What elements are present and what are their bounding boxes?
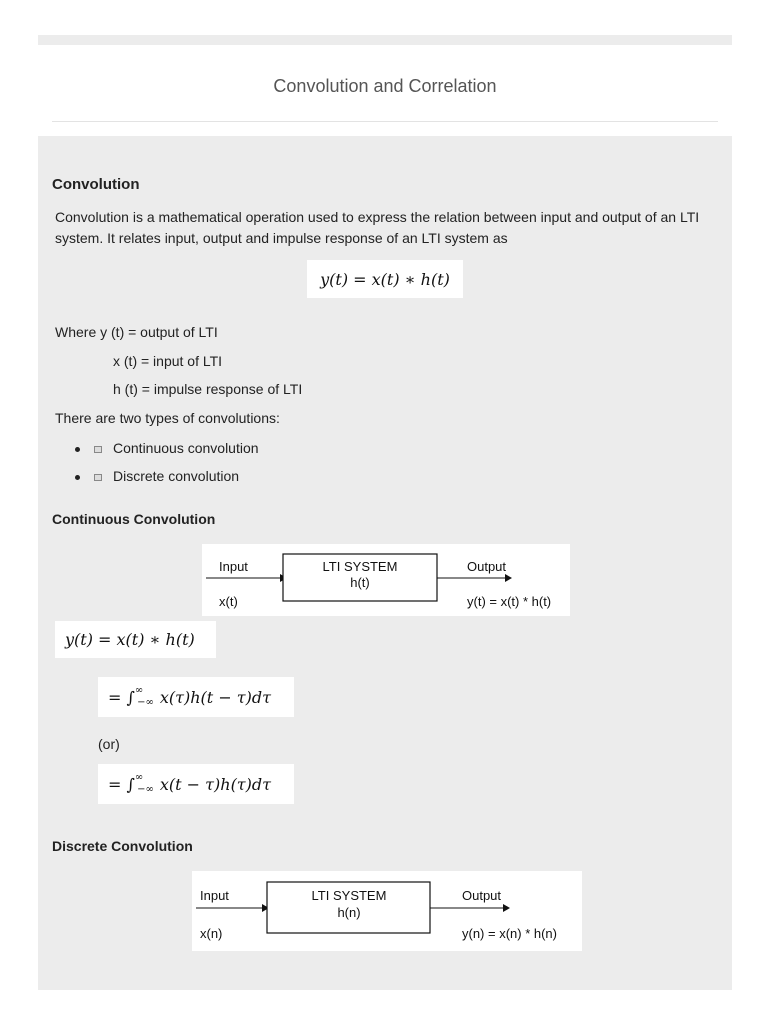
integral-body: x(τ)h(t − τ)dτ [159,687,271,707]
integral-sign: = ∫ [108,687,135,707]
continuous-heading: Continuous Convolution [52,511,216,527]
integral-upper-limit: ∞ [134,684,144,696]
list-item [75,440,259,456]
continuous-equation-1-text: y(t) = x(t) ∗ h(t) [65,630,195,649]
title-divider [52,121,718,122]
integral-body: x(t − τ)h(τ)dτ [159,774,271,794]
page-title: Convolution and Correlation [273,76,497,96]
top-strip [38,35,732,45]
convolution-intro: Convolution is a mathematical operation used to express the relation between input and output of an LTI system. It relates input, output and impulse response of an LTI system as [55,209,700,246]
convolution-heading: Convolution [52,176,140,193]
where-output: Where y (t) = output of LTI [55,324,218,340]
where-input: x (t) = input of LTI [113,353,223,369]
list-item [75,468,239,484]
list-item-label: Discrete convolution [113,468,240,484]
integral-upper-limit: ∞ [134,771,144,783]
continuous-equation-3 [98,764,294,804]
continuous-box-response: h(t) [350,575,370,590]
bullet-square-icon [94,446,102,453]
discrete-input-label: Input [200,888,229,903]
bullet-dot [75,475,80,480]
discrete-box-title: LTI SYSTEM [311,888,387,903]
discrete-output-label: Output [462,888,502,903]
discrete-output-signal: y(n) = x(n) * h(n) [462,926,557,941]
discrete-box-response: h(n) [337,905,361,920]
integral-lower-limit: −∞ [137,783,154,795]
discrete-input-signal: x(n) [200,926,223,941]
integral-sign: = ∫ [108,774,135,794]
continuous-input-signal: x(t) [219,594,238,609]
bullet-square-icon [94,474,102,481]
continuous-equation-2 [98,677,294,717]
continuous-input-label: Input [219,559,248,574]
content-panel [38,136,732,990]
bullet-dot [75,447,80,452]
integral-lower-limit: −∞ [137,696,154,708]
list-item-label: Continuous convolution [113,440,259,456]
convolution-equation [307,260,463,298]
where-impulse: h (t) = impulse response of LTI [113,381,303,397]
continuous-block-diagram [202,544,570,616]
discrete-block-diagram [192,871,582,951]
types-intro: There are two types of convolutions: [55,410,280,426]
continuous-output-signal: y(t) = x(t) * h(t) [467,594,552,609]
continuous-equation-1 [55,621,216,658]
convolution-equation-text: y(t) = x(t) ∗ h(t) [320,269,450,289]
continuous-output-label: Output [467,559,507,574]
continuous-box-title: LTI SYSTEM [322,559,398,574]
or-text: (or) [98,736,120,752]
discrete-heading: Discrete Convolution [52,838,193,854]
